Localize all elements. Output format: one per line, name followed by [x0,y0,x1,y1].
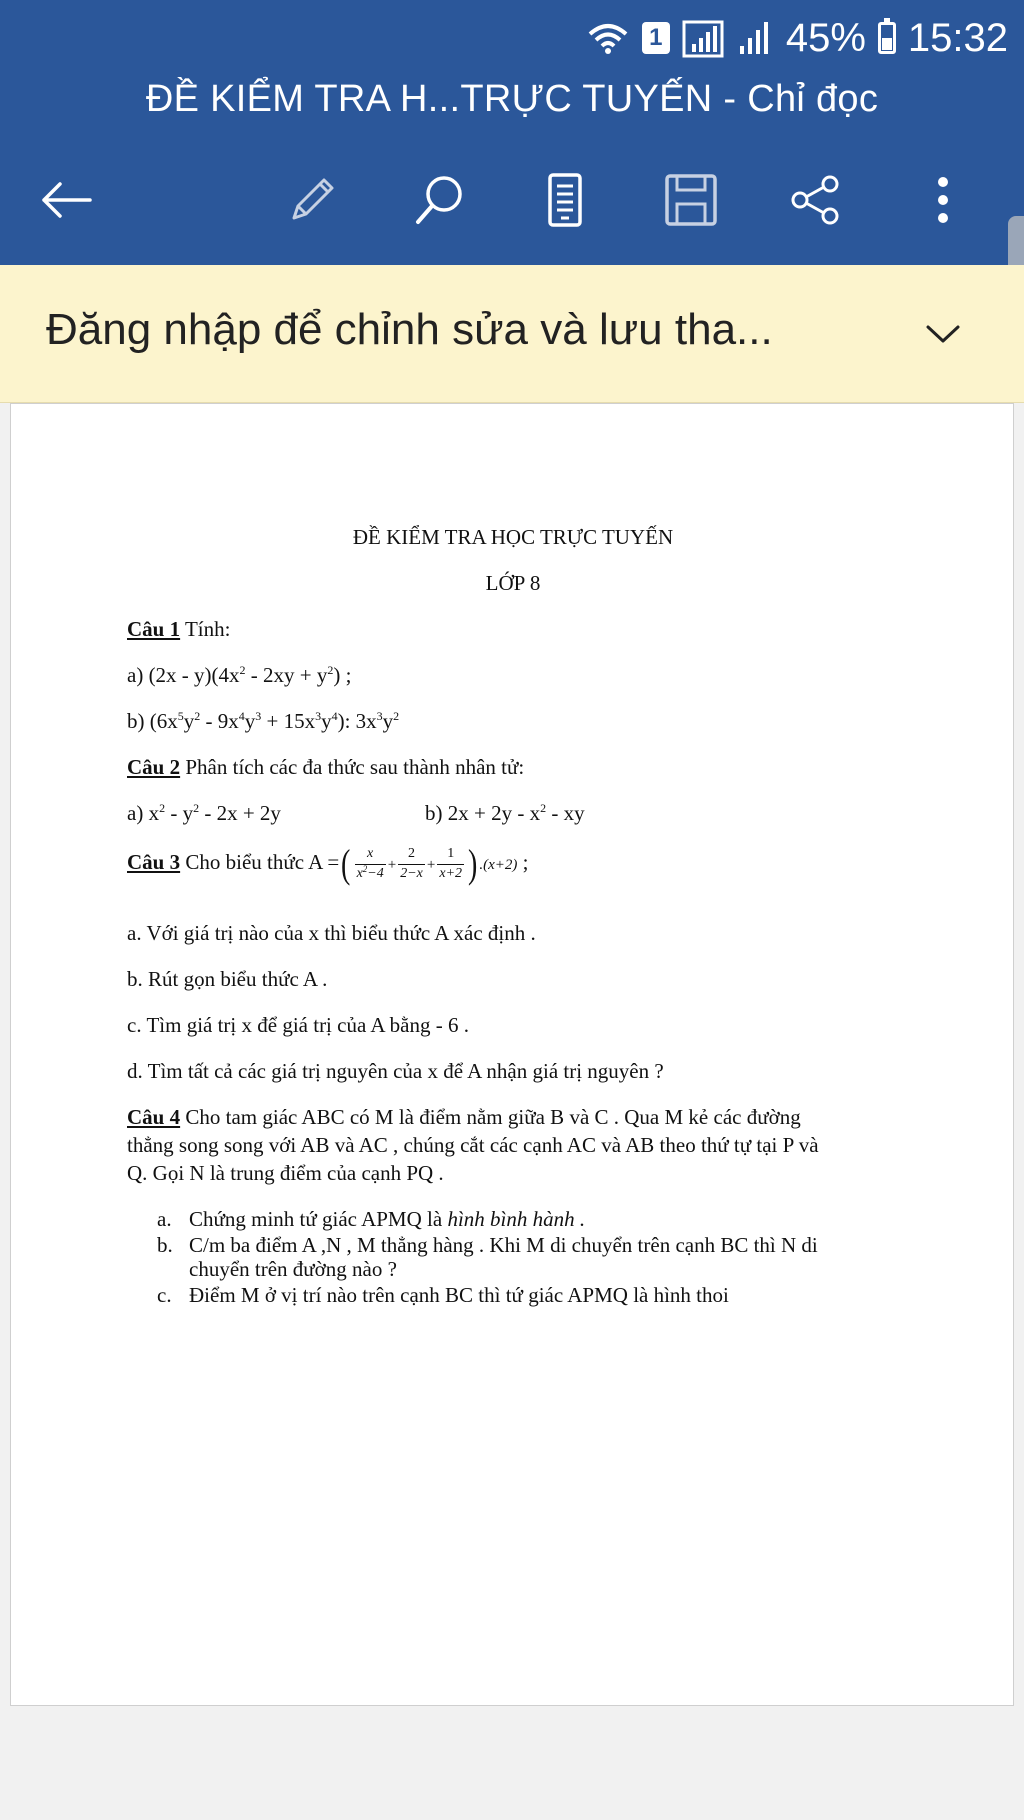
question-3a: a. Với giá trị nào của x thì biểu thức A xác định . [127,921,536,945]
battery-icon [878,22,896,54]
sign-in-banner[interactable] [0,265,1024,403]
question-4-line-3: Q. Gọi N là trung điểm của cạnh PQ . [127,1161,444,1185]
document-title: ĐỀ KIỂM TRA H...TRỰC TUYẾN - Chỉ đọc [145,78,879,120]
signal-strength-icon [682,18,726,58]
question-2a: a) $x^2 - y^2 - 2x + 2y$ [127,801,281,825]
share-icon [788,172,844,228]
question-3-text: Cho biểu thức A = [180,849,340,874]
doc-title: ĐỀ KIỂM TRA HỌC TRỰC TUYẾN [352,525,674,549]
document-page[interactable] [10,403,1014,1706]
question-1a: a) $(2x - y)(4x^2 - 2xy + y^2)$ ; [127,663,352,687]
back-button[interactable] [26,160,106,240]
question-3b: b. Rút gọn biểu thức A . [127,967,328,991]
question-3-heading: Câu 3 Cho biểu thức A =( $\frac{x}{x^2-4}$ + $\frac{2}{2-x}$ + $\frac{1}{x+2}$ ) .(x+2) ; [127,841,529,886]
question-2-label: Câu 2 [127,755,181,779]
signal-strength-icon-2 [738,18,774,58]
app-header [0,0,1024,265]
save-icon [663,172,719,228]
chevron-down-icon [925,323,961,345]
question-2-heading [127,754,524,781]
sign-in-banner-text: Đăng nhập để chỉnh sửa và lưu tha... [46,305,773,354]
doc-subtitle: LỚP 8 [485,571,541,595]
question-3-label: Câu 3 [127,849,181,874]
status-bar [586,10,1008,66]
question-4b-continued: chuyển trên đường nào ? [189,1257,397,1281]
question-4-line-2: thẳng song song với AB và AC , chúng cắt các cạnh AC và AB theo thứ tự tại P và [127,1133,819,1157]
more-options-icon [933,172,953,228]
question-4a: a. Chứng minh tứ giác APMQ là hình bình hành . [157,1207,586,1231]
question-4b: b. C/m ba điểm A ,N , M thẳng hàng . Khi M di chuyển trên cạnh BC thì N di [157,1233,818,1257]
question-2-text: Phân tích các đa thức sau thành nhân tử: [180,755,525,779]
save-button[interactable] [651,160,731,240]
fraction-2: $\frac{2}{2-x}$ [400,846,423,881]
banner-expand-button[interactable] [918,309,968,359]
sim-slot-badge: 1 [642,22,670,54]
question-2b: b) $2x + 2y - x^2$ - xy [425,801,585,825]
back-arrow-icon [38,180,94,220]
toolbar [0,160,1024,240]
question-4-line-1: Câu 4 Cho tam giác ABC có M là điểm nằm giữa B và C . Qua M kẻ các đường [127,1105,801,1129]
wifi-icon [586,20,630,56]
question-3d: d. Tìm tất cả các giá trị nguyên của x để A nhận giá trị nguyên ? [127,1059,664,1083]
more-options-button[interactable] [903,160,983,240]
mobile-view-icon [545,172,585,228]
question-1-text: Tính: [180,617,231,641]
battery-percent: 45% [785,15,866,60]
pencil-icon [284,172,340,228]
fraction-3: $\frac{1}{x+2}$ [439,846,463,881]
share-button[interactable] [776,160,856,240]
question-4-label: Câu 4 [127,1105,181,1129]
search-button[interactable] [400,160,480,240]
question-1b: b) $(6x^5y^2 - 9x^4y^3 + 15x^3y^4)$: $3x^3y^2$ [127,709,400,733]
search-icon [412,172,468,228]
mobile-view-button[interactable] [525,160,605,240]
question-3c: c. Tìm giá trị x để giá trị của A bằng - 6 . [127,1013,469,1037]
clock: 15:32 [907,15,1008,60]
edit-button[interactable] [272,160,352,240]
question-1-heading [127,616,230,643]
fraction-1: $\frac{x}{x^2-4}$ [356,846,384,881]
question-1-label: Câu 1 [127,617,181,641]
bottom-background [0,1706,1024,1820]
question-4c: c. Điểm M ở vị trí nào trên cạnh BC thì tứ giác APMQ là hình thoi [157,1283,729,1307]
